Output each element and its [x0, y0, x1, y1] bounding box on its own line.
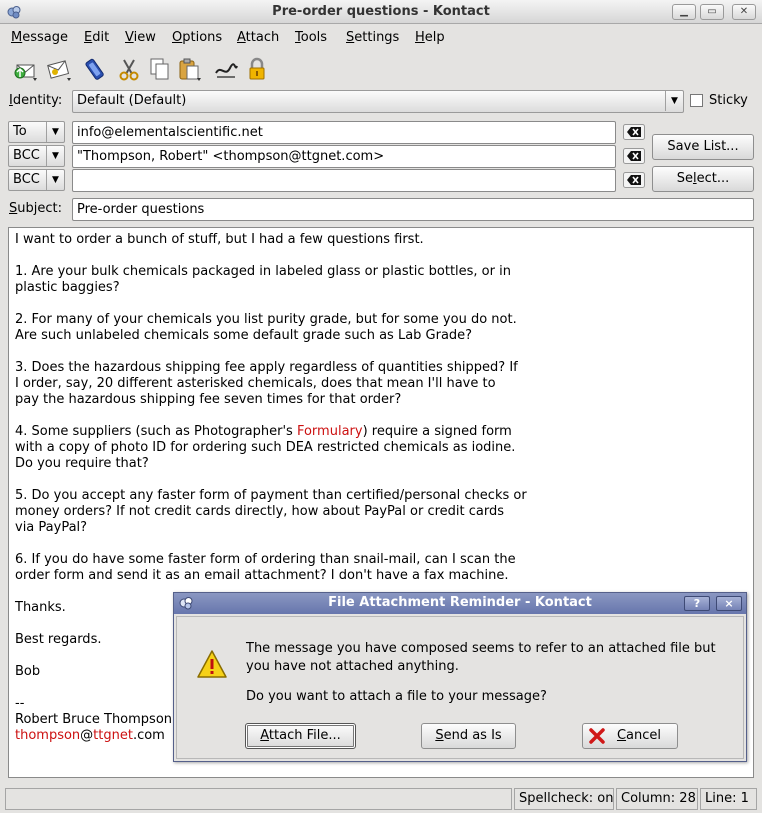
menu-label: elp — [424, 30, 445, 45]
warning-icon — [196, 649, 228, 679]
identity-label — [9, 93, 62, 108]
subject-label — [9, 201, 62, 216]
menu-label: iew — [133, 30, 156, 45]
status-column: Column: 28 — [616, 788, 698, 810]
encrypt-lock-icon[interactable] — [244, 56, 270, 82]
close-icon: × — [724, 597, 734, 610]
recipient-type-combo-bcc-empty[interactable] — [8, 169, 65, 191]
menu-label: dit — [92, 30, 110, 45]
recipient-address-field-bcc[interactable]: "Thompson, Robert" <thompson@ttgnet.com> — [72, 145, 616, 168]
status-message — [5, 788, 512, 810]
cancel-mnemonic: C — [616, 728, 627, 743]
menu-message[interactable] — [11, 30, 68, 45]
cancel-label: ancel — [626, 728, 662, 743]
window-title: Pre-order questions - Kontact — [272, 4, 490, 19]
dialog-body — [176, 616, 744, 759]
dialog-close-button[interactable] — [716, 596, 742, 611]
recipient-type-combo-bcc[interactable] — [8, 145, 65, 167]
clear-field-icon[interactable] — [623, 172, 645, 188]
copy-icon[interactable] — [146, 56, 172, 82]
clear-field-icon[interactable] — [623, 124, 645, 140]
attach-mnemonic: A — [260, 728, 269, 743]
menu-label: essage — [22, 30, 68, 45]
send-mail-icon[interactable] — [12, 56, 38, 82]
cut-icon[interactable] — [116, 56, 142, 82]
sticky-checkbox[interactable] — [690, 94, 703, 107]
body-text: I want to order a bunch of stuff, but I had a few questions first. 1. Are your bulk chemicals packaged in labeled glass or plastic bottles, or in plastic baggies? 2. For many of your chemicals you list purity grade, but for some you do not. Are such unlabeled chemicals some default grade such as Lab Grade? 3. Does the hazardous shipping fee apply regardless of quantities shipped? If I order, say, 20 different asterisked chemicals, does that mean I'll have to pay the hazardous shipping fee seven times for that order? 4. Some suppliers (such as Photographer's — [15, 232, 518, 439]
dropdown-arrow-icon[interactable]: ▼ — [46, 170, 64, 190]
close-window-button[interactable] — [732, 4, 756, 20]
menu-mnemonic: V — [125, 30, 134, 45]
send-later-icon[interactable] — [46, 56, 72, 82]
recipient-address-field-empty[interactable] — [72, 169, 616, 192]
select-label-part: ect... — [696, 171, 730, 186]
close-icon: ✕ — [739, 6, 749, 17]
identity-combobox[interactable] — [72, 90, 684, 113]
menu-attach[interactable] — [237, 30, 279, 45]
minimize-button[interactable] — [672, 4, 696, 20]
status-spellcheck: Spellcheck: on — [514, 788, 614, 810]
misspelled-word: Formulary — [296, 424, 363, 439]
select-recipients-button[interactable] — [652, 166, 754, 192]
menu-mnemonic: H — [415, 30, 425, 45]
menu-mnemonic: T — [295, 30, 301, 45]
help-icon: ? — [693, 597, 701, 610]
dropdown-arrow-icon[interactable]: ▼ — [46, 146, 64, 166]
dialog-question: Do you want to attach a file to your message? — [246, 689, 547, 704]
menu-mnemonic: O — [172, 30, 183, 45]
menu-bar — [0, 25, 762, 51]
recipient-type-value: BCC — [13, 148, 40, 163]
attach-label: ttach File... — [268, 728, 341, 743]
body-text: ) require a signed form with a copy of photo ID for ordering such DEA restricted chemicals as iodine. Do you require that? 5. Do you accept any faster form of payment than certified/personal checks or money orders? If not credit cards directly, how about PayPal or credit cards via PayPal? 6. If you do have some faster form of ordering than snail-mail, can I scan the order form and send it as an email attachment? I don't have a fax machine. Thanks. Best regards. Bob -- Robert Bruce Thompson — [15, 424, 527, 727]
menu-tools[interactable] — [295, 30, 327, 45]
attach-paperclip-icon[interactable] — [82, 56, 108, 82]
toolbar — [0, 52, 762, 86]
menu-mnemonic: A — [237, 30, 246, 45]
menu-help[interactable] — [415, 30, 445, 45]
send-mnemonic: S — [435, 728, 444, 743]
menu-view[interactable] — [125, 30, 156, 45]
paste-icon[interactable] — [176, 56, 202, 82]
menu-label: ttach — [245, 30, 280, 45]
identity-mnemonic: I — [9, 93, 13, 108]
cancel-button[interactable] — [582, 723, 678, 749]
sticky-label: Sticky — [709, 93, 748, 108]
misspelled-word: thompson — [15, 728, 81, 743]
body-text: @ — [80, 728, 94, 743]
attachment-reminder-dialog — [173, 592, 747, 762]
recipient-address-field-to[interactable]: info@elementalscientific.net — [72, 121, 616, 144]
sign-message-icon[interactable] — [213, 56, 239, 82]
identity-label-text: dentity: — [12, 93, 63, 108]
menu-label: ptions — [182, 30, 223, 45]
dialog-title: File Attachment Reminder - Kontact — [328, 595, 592, 610]
recipient-type-value: To — [13, 124, 27, 139]
dropdown-arrow-icon[interactable]: ▼ — [46, 122, 64, 142]
identity-value: Default (Default) — [77, 93, 187, 108]
menu-options[interactable] — [172, 30, 222, 45]
menu-mnemonic: M — [11, 30, 23, 45]
menu-settings[interactable] — [346, 30, 399, 45]
select-mnemonic: l — [692, 171, 697, 186]
subject-mnemonic: S — [9, 201, 18, 216]
recipient-type-combo-to[interactable] — [8, 121, 65, 143]
menu-edit[interactable] — [84, 30, 109, 45]
cancel-x-icon — [589, 728, 605, 744]
send-label: end as Is — [443, 728, 502, 743]
help-button[interactable] — [684, 596, 710, 611]
select-label-part: Se — [676, 171, 693, 186]
dialog-titlebar[interactable] — [174, 593, 746, 614]
dialog-message-line1: The message you have composed seems to refer to an attached file but — [246, 641, 716, 656]
menu-mnemonic: S — [346, 30, 355, 45]
attach-file-button[interactable] — [245, 723, 356, 749]
subject-label-text: ubject: — [17, 201, 62, 216]
minimize-icon: ▁ — [680, 6, 688, 17]
dropdown-arrow-icon[interactable]: ▼ — [665, 91, 683, 111]
menu-label: ettings — [354, 30, 400, 45]
body-text: .com — [132, 728, 165, 743]
maximize-icon: ▭ — [707, 6, 717, 17]
menu-mnemonic: E — [84, 30, 93, 45]
clear-field-icon[interactable] — [623, 148, 645, 164]
subject-field[interactable]: Pre-order questions — [72, 198, 754, 221]
menu-label: ools — [300, 30, 328, 45]
save-list-button[interactable]: Save List... — [652, 134, 754, 160]
dialog-message-line2: you have not attached anything. — [246, 659, 459, 674]
status-line: Line: 1 — [700, 788, 757, 810]
send-as-is-button[interactable] — [421, 723, 516, 749]
window-titlebar[interactable] — [0, 0, 762, 24]
maximize-button[interactable] — [700, 4, 724, 20]
recipient-type-value: BCC — [13, 172, 40, 187]
misspelled-word: ttgnet — [93, 728, 133, 743]
